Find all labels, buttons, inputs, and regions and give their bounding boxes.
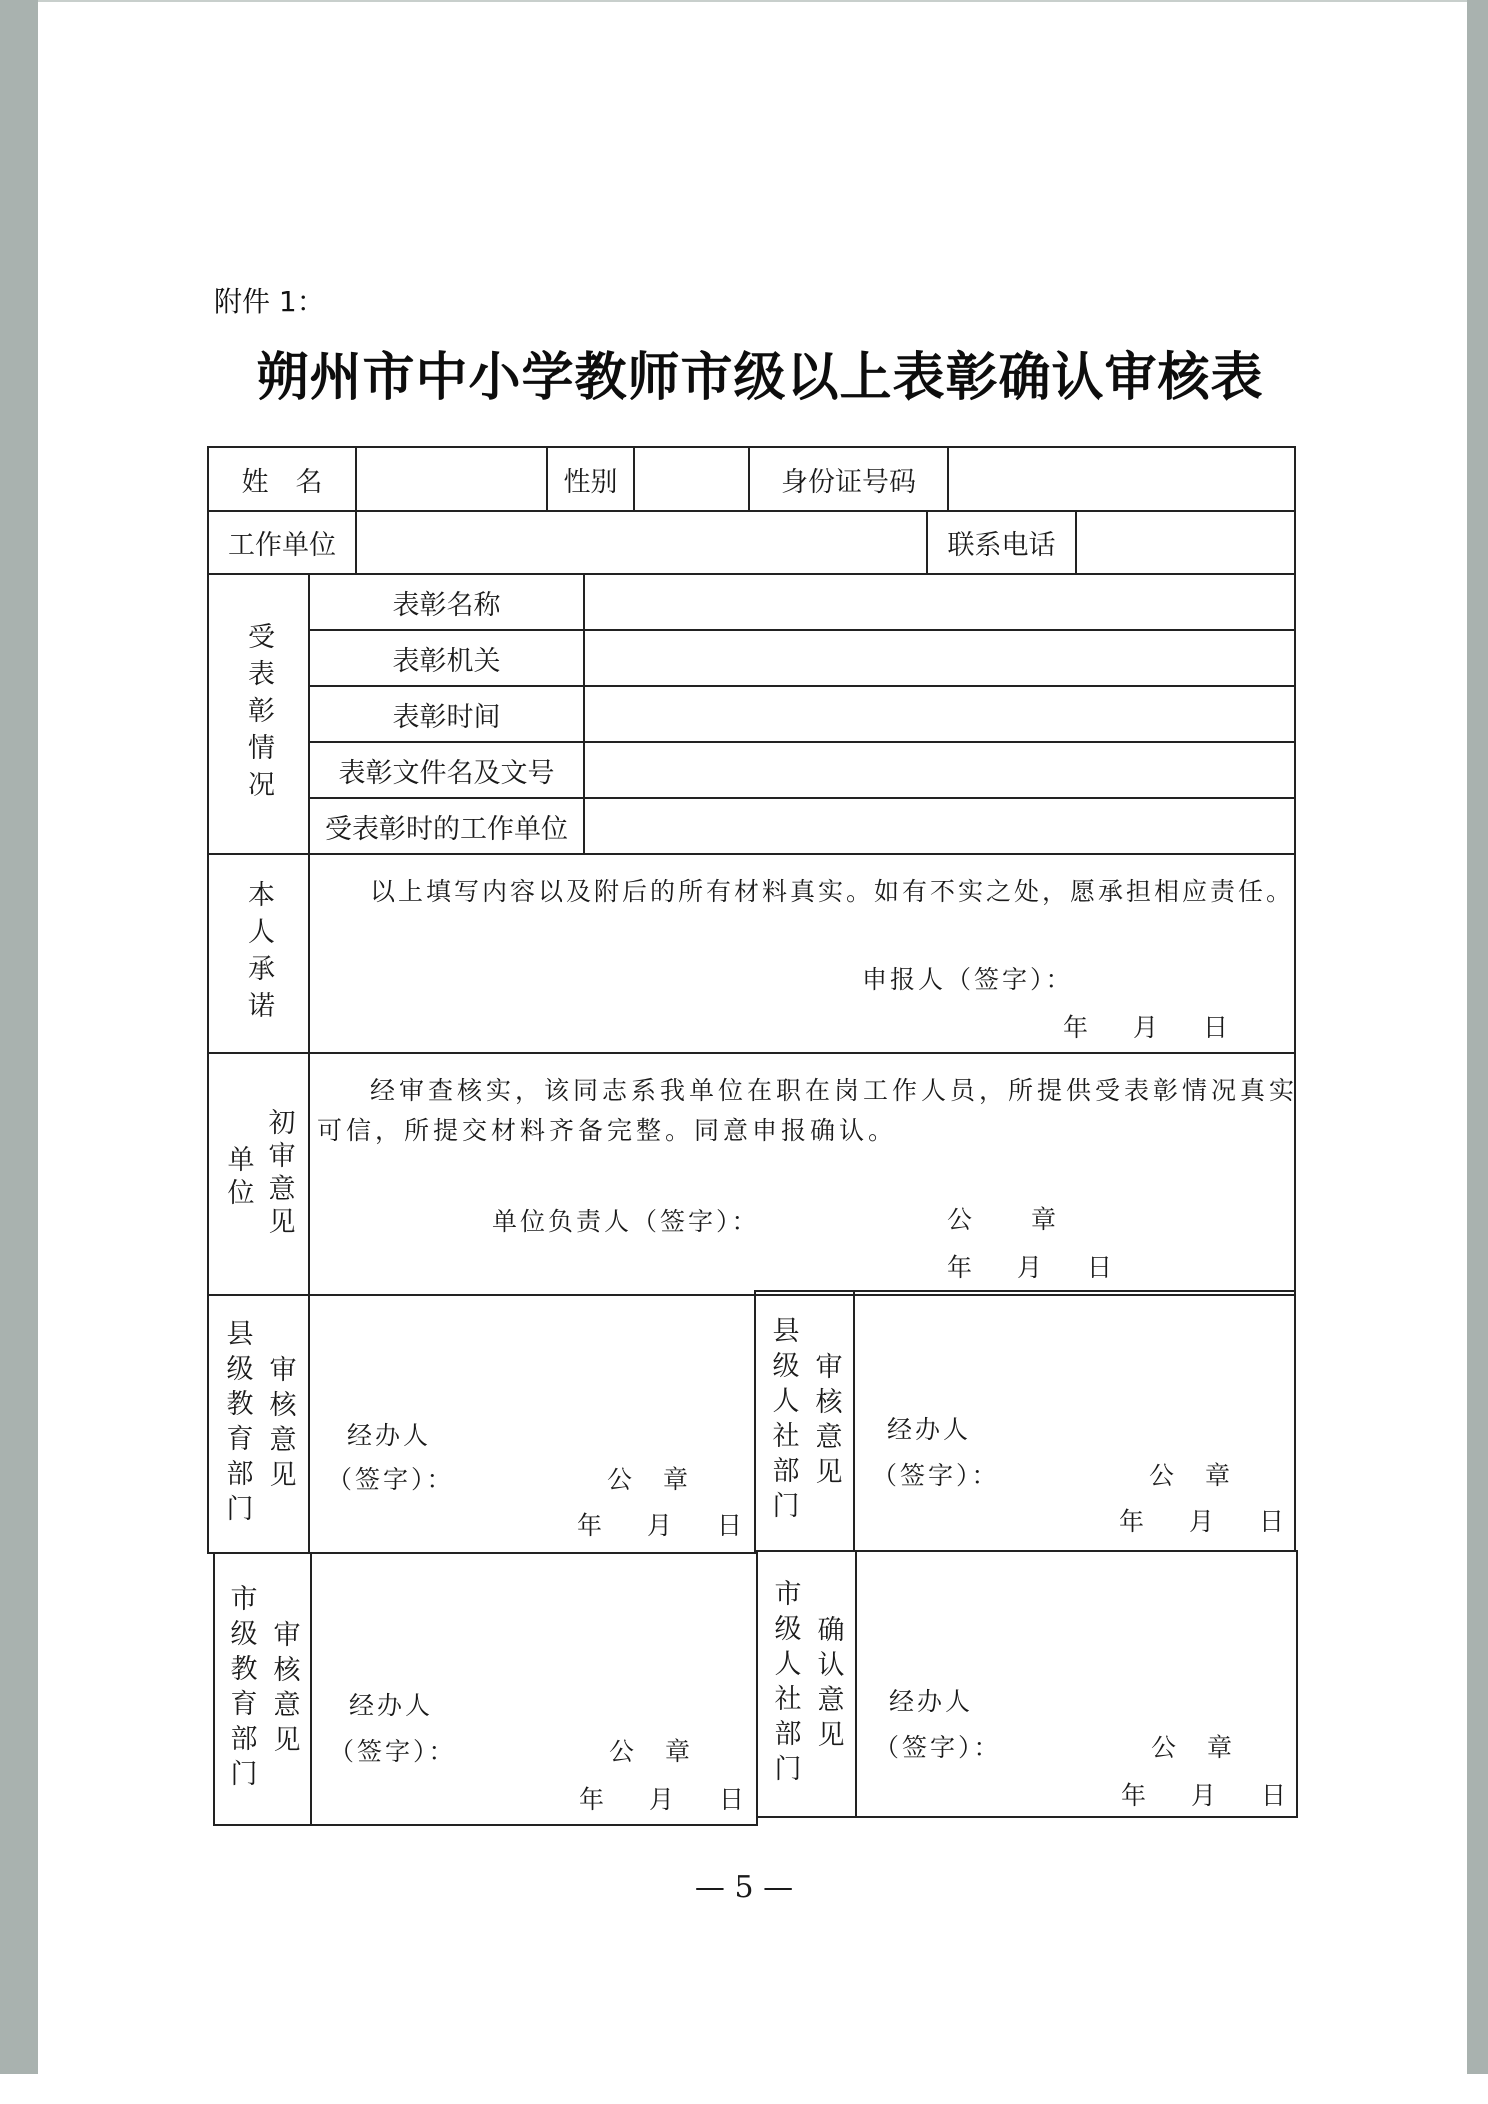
initial-review-date-label: 年 月 日 [947, 1253, 1123, 1282]
award-authority-label-cell [308, 629, 585, 687]
pledge-date-label: 年 月 日 [1063, 1013, 1239, 1042]
city-edu-label-right: 审核意见 [268, 1620, 300, 1760]
city-hr-label-right: 确认意见 [812, 1615, 844, 1755]
pledge-section-label-cell [207, 853, 310, 1054]
city-hr-label-cell [756, 1550, 857, 1818]
document-title: 朔州市中小学教师市级以上表彰确认审核表 [256, 348, 1264, 408]
award-name-label-cell [308, 573, 585, 631]
gender-label: 性别 [563, 466, 618, 498]
pledge-section-label: 本人承诺 [243, 879, 274, 1028]
county-edu-date-label: 年 月 日 [577, 1511, 753, 1540]
city-hr-seal-label: 公 章 [1151, 1733, 1236, 1762]
id-number-field[interactable] [947, 446, 1296, 512]
award-authority-label: 表彰机关 [392, 645, 501, 677]
scan-edge-left [0, 0, 38, 2074]
city-hr-sign-label: （签字）： [874, 1733, 1002, 1762]
attachment-label: 附件 1： [214, 285, 325, 318]
applicant-signature-label: 申报人（签字）： [862, 965, 1074, 994]
name-field[interactable] [355, 446, 548, 512]
award-work-unit-label-cell [308, 797, 585, 855]
county-edu-seal-label: 公 章 [607, 1465, 692, 1494]
awards-section-label: 受表彰情况 [243, 621, 274, 807]
award-document-field[interactable] [583, 741, 1296, 799]
city-hr-label-left: 市级人社部门 [769, 1579, 801, 1789]
awards-section-label-cell [207, 573, 310, 855]
county-hr-sign-label: （签字）： [872, 1461, 1000, 1490]
county-edu-sign-label: （签字）： [327, 1465, 455, 1494]
county-edu-label-cell [207, 1294, 310, 1554]
scan-edge-right [1467, 0, 1488, 2074]
phone-field[interactable] [1075, 510, 1296, 575]
initial-review-seal-label: 公 章 [947, 1205, 1060, 1234]
award-date-field[interactable] [583, 685, 1296, 743]
page-number: — 5 — [694, 1870, 794, 1905]
award-date-label-cell [308, 685, 585, 743]
award-document-label-cell [308, 741, 585, 799]
award-work-unit-field[interactable] [583, 797, 1296, 855]
pledge-statement: 以上填写内容以及附后的所有材料真实。如有不实之处，愿承担相应责任。 [370, 877, 1295, 906]
phone-label: 联系电话 [947, 530, 1056, 561]
initial-review-label-left: 单位 [222, 1145, 254, 1211]
award-name-label: 表彰名称 [392, 589, 501, 621]
county-hr-handler-label: 经办人 [887, 1415, 972, 1444]
award-date-label: 表彰时间 [392, 701, 501, 733]
city-edu-sign-label: （签字）： [329, 1737, 457, 1766]
initial-review-label-right: 初审意见 [263, 1108, 295, 1240]
county-edu-label-left: 县级教育部门 [221, 1319, 253, 1529]
county-hr-label-left: 县级人社部门 [767, 1316, 799, 1526]
award-document-label: 表彰文件名及文号 [338, 757, 555, 789]
city-edu-label-cell [213, 1552, 312, 1826]
name-label: 姓 名 [241, 466, 323, 498]
award-name-field[interactable] [583, 573, 1296, 631]
award-authority-field[interactable] [583, 629, 1296, 687]
initial-review-statement-line1: 经审查核实，该同志系我单位在职在岗工作人员，所提供受表彰情况真实 [370, 1076, 1299, 1105]
city-hr-handler-label: 经办人 [889, 1687, 974, 1716]
initial-review-statement-line2: 可信，所提交材料齐备完整。同意申报确认。 [317, 1116, 898, 1145]
city-edu-seal-label: 公 章 [609, 1737, 694, 1766]
city-edu-label-left: 市级教育部门 [225, 1584, 257, 1794]
review-form-table [207, 446, 1299, 1826]
award-work-unit-label: 受表彰时的工作单位 [325, 813, 568, 845]
county-hr-seal-label: 公 章 [1149, 1461, 1234, 1490]
county-edu-label-right: 审核意见 [264, 1355, 296, 1495]
work-unit-label-cell [207, 510, 357, 575]
county-edu-handler-label: 经办人 [347, 1421, 432, 1450]
county-hr-label-cell [754, 1290, 855, 1552]
work-unit-label: 工作单位 [228, 530, 336, 561]
city-edu-date-label: 年 月 日 [579, 1785, 755, 1814]
city-edu-handler-label: 经办人 [349, 1691, 434, 1720]
county-hr-date-label: 年 月 日 [1119, 1507, 1295, 1536]
id-number-label-cell [748, 446, 949, 512]
phone-label-cell [926, 510, 1077, 575]
initial-review-label-cell [207, 1052, 310, 1296]
name-label-cell [207, 446, 357, 512]
gender-label-cell [546, 446, 635, 512]
work-unit-field[interactable] [355, 510, 928, 575]
county-hr-label-right: 审核意见 [810, 1352, 842, 1492]
gender-field[interactable] [633, 446, 750, 512]
city-hr-date-label: 年 月 日 [1121, 1781, 1297, 1810]
unit-head-signature-label: 单位负责人（签字）： [492, 1207, 760, 1236]
id-number-label: 身份证号码 [781, 466, 916, 498]
